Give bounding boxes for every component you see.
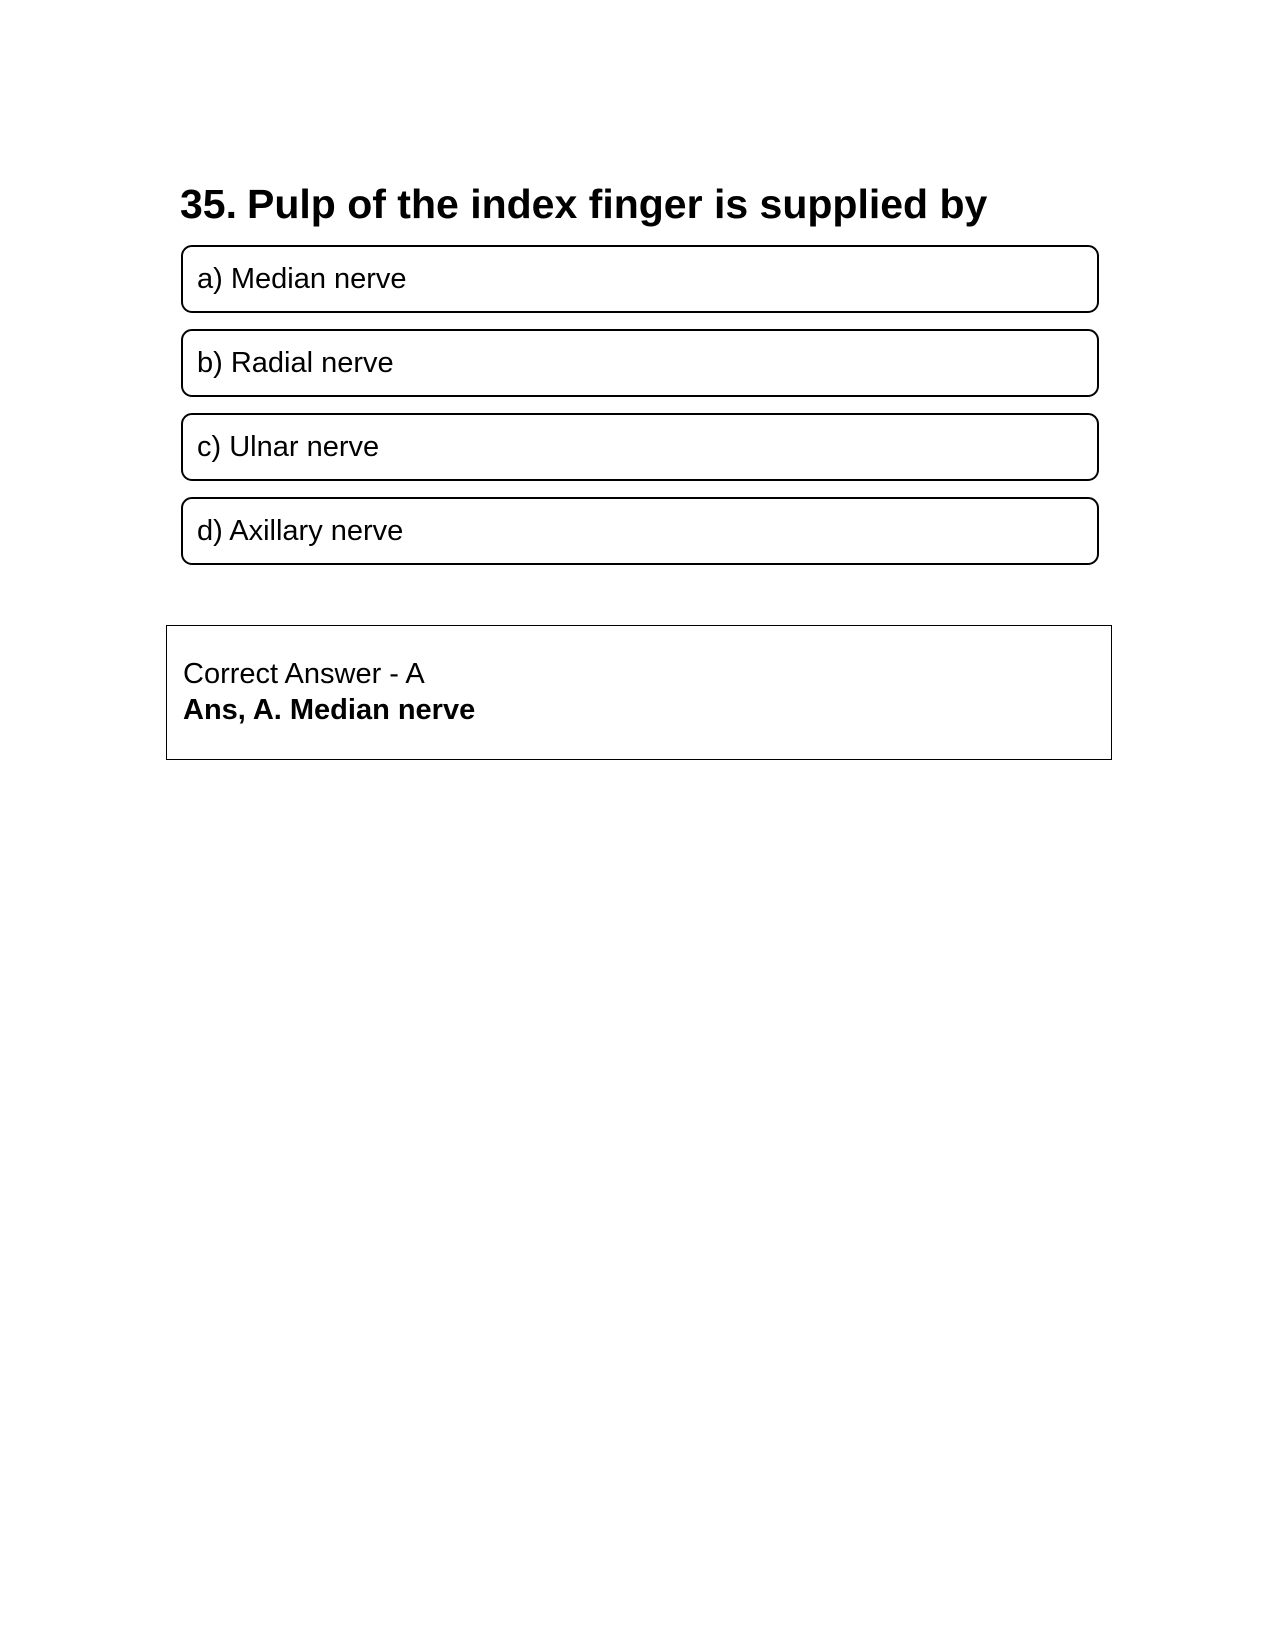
- answer-explanation: Ans, A. Median nerve: [183, 694, 476, 726]
- option-d[interactable]: d) Axillary nerve: [181, 497, 1099, 565]
- question-heading: [180, 178, 1100, 230]
- answer-box: [166, 625, 1112, 760]
- option-b[interactable]: b) Radial nerve: [181, 329, 1099, 397]
- options-list: [181, 245, 1099, 581]
- correct-answer: Correct Answer - A: [183, 658, 425, 690]
- option-a[interactable]: a) Median nerve: [181, 245, 1099, 313]
- question-number: 35.: [180, 181, 237, 227]
- option-c[interactable]: c) Ulnar nerve: [181, 413, 1099, 481]
- question-text: Pulp of the index finger is supplied by: [247, 181, 988, 227]
